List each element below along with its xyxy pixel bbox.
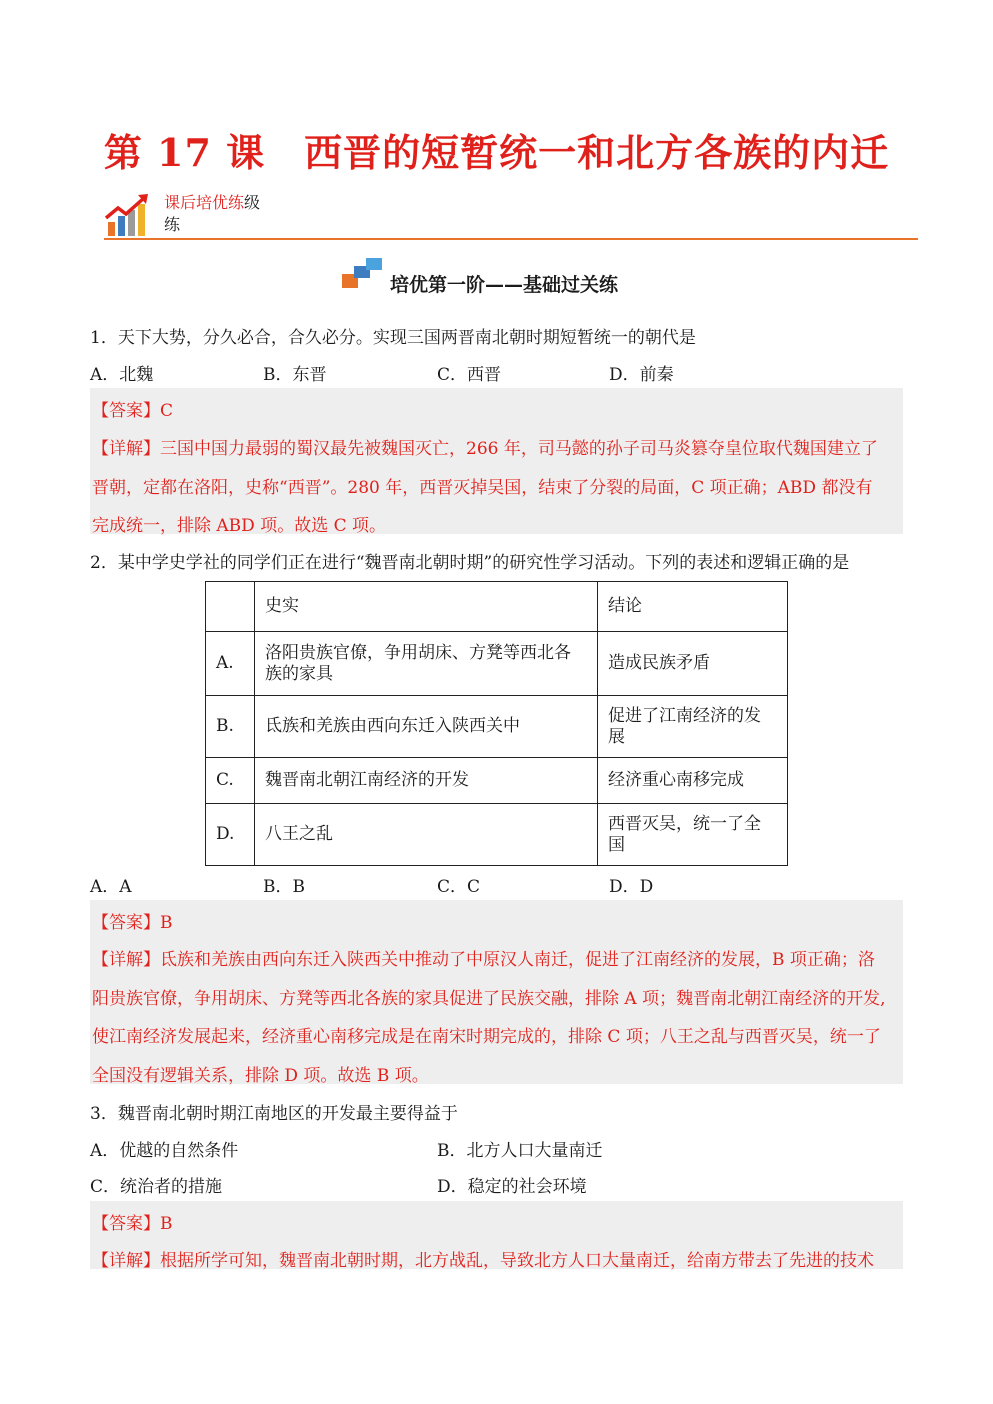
- q1-option-b: B．东晋: [263, 365, 327, 385]
- table-cell-conclusion: 促进了江南经济的发展: [598, 696, 788, 758]
- q3-option-c: C．统治者的措施: [90, 1177, 223, 1197]
- table-cell-fact: 洛阳贵族官僚，争用胡床、方凳等西北各族的家具: [255, 632, 598, 696]
- q3-answer-box: [90, 1201, 903, 1269]
- q2-option-d: D．D: [609, 877, 654, 897]
- q2-detail-line: 【详解】氐族和羌族由西向东迁入陕西关中推动了中原汉人南迁，促进了江南经济的发展，B 项正确；洛: [92, 950, 875, 970]
- q3-option-a: A．优越的自然条件: [90, 1141, 239, 1161]
- table-header-cell: [206, 582, 255, 632]
- q3-option-d: D．稳定的社会环境: [437, 1177, 587, 1197]
- table-cell-label: A.: [206, 632, 255, 696]
- q1-answer: 【答案】C: [92, 401, 174, 421]
- table-cell-fact: 氐族和羌族由西向东迁入陕西关中: [255, 696, 598, 758]
- table-row: [206, 804, 788, 866]
- q2-answer-box: [90, 900, 903, 1084]
- banner-label-line2: 练: [164, 215, 181, 234]
- table-header-cell: 史实: [255, 582, 598, 632]
- q1-detail-line: 晋朝，定都在洛阳，史称“西晋”。280 年，西晋灭掉吴国，结束了分裂的局面，C 项正确；ABD 都没有: [92, 478, 873, 498]
- banner-label-red: 课后培优练: [164, 193, 245, 212]
- q1-stem: 1．天下大势，分久必合，合久必分。实现三国两晋南北朝时期短暂统一的朝代是: [90, 328, 696, 348]
- q2-detail-line: 使江南经济发展起来，经济重心南移完成是在南宋时期完成的，排除 C 项；八王之乱与西晋灭吴，统一了: [92, 1027, 881, 1047]
- table-cell-conclusion: 造成民族矛盾: [598, 632, 788, 696]
- q3-answer: 【答案】B: [92, 1214, 173, 1234]
- q2-option-a: A．A: [90, 877, 132, 897]
- q1-detail-line: 【详解】三国中国力最弱的蜀汉最先被魏国灭亡，266 年，司马懿的孙子司马炎篡夺皇位取代魏国建立了: [92, 439, 878, 459]
- q1-answer-box: [90, 388, 903, 534]
- q2-option-b: B．B: [263, 877, 305, 897]
- table-header-cell: 结论: [598, 582, 788, 632]
- q3-option-b: B．北方人口大量南迁: [437, 1141, 603, 1161]
- stairs-icon: [342, 258, 386, 290]
- table-cell-fact: 八王之乱: [255, 804, 598, 866]
- q2-detail-line: 全国没有逻辑关系，排除 D 项。故选 B 项。: [92, 1066, 429, 1086]
- table-cell-fact: 魏晋南北朝江南经济的开发: [255, 758, 598, 804]
- table-cell-label: C.: [206, 758, 255, 804]
- q1-option-a: A．北魏: [90, 365, 154, 385]
- growth-chart-icon: [104, 192, 152, 238]
- table-cell-conclusion: 经济重心南移完成: [598, 758, 788, 804]
- table-cell-label: D.: [206, 804, 255, 866]
- section-heading-text: 培优第一阶——基础过关练: [390, 274, 619, 296]
- lesson-title: 第 17 课 西晋的短暂统一和北方各族的内迁: [103, 130, 890, 175]
- q1-option-c: C．西晋: [437, 365, 502, 385]
- q2-stem: 2．某中学史学社的同学们正在进行“魏晋南北朝时期”的研究性学习活动。下列的表述和逻辑正确的是: [90, 553, 850, 573]
- table-row: [206, 696, 788, 758]
- q1-detail-line: 完成统一，排除 ABD 项。故选 C 项。: [92, 516, 387, 536]
- banner-label: [164, 192, 268, 236]
- banner-divider: [104, 238, 918, 240]
- table-cell-conclusion: 西晋灭吴，统一了全国: [598, 804, 788, 866]
- q3-detail-line: 【详解】根据所学可知，魏晋南北朝时期，北方战乱，导致北方人口大量南迁，给南方带去了先进的技术: [92, 1251, 874, 1271]
- table-row: [206, 758, 788, 804]
- q2-answer: 【答案】B: [92, 913, 173, 933]
- table-cell-label: B.: [206, 696, 255, 758]
- table-row: [206, 632, 788, 696]
- table-header-row: [206, 582, 788, 632]
- q1-option-d: D．前秦: [609, 365, 674, 385]
- banner-label-rest: 级: [244, 193, 261, 212]
- exercise-banner: [104, 188, 918, 242]
- q3-stem: 3．魏晋南北朝时期江南地区的开发最主要得益于: [90, 1104, 458, 1124]
- q2-option-c: C．C: [437, 877, 481, 897]
- q2-table: [205, 581, 788, 866]
- q2-detail-line: 阳贵族官僚，争用胡床、方凳等西北各族的家具促进了民族交融，排除 A 项；魏晋南北朝江南经济的开发,: [92, 989, 886, 1009]
